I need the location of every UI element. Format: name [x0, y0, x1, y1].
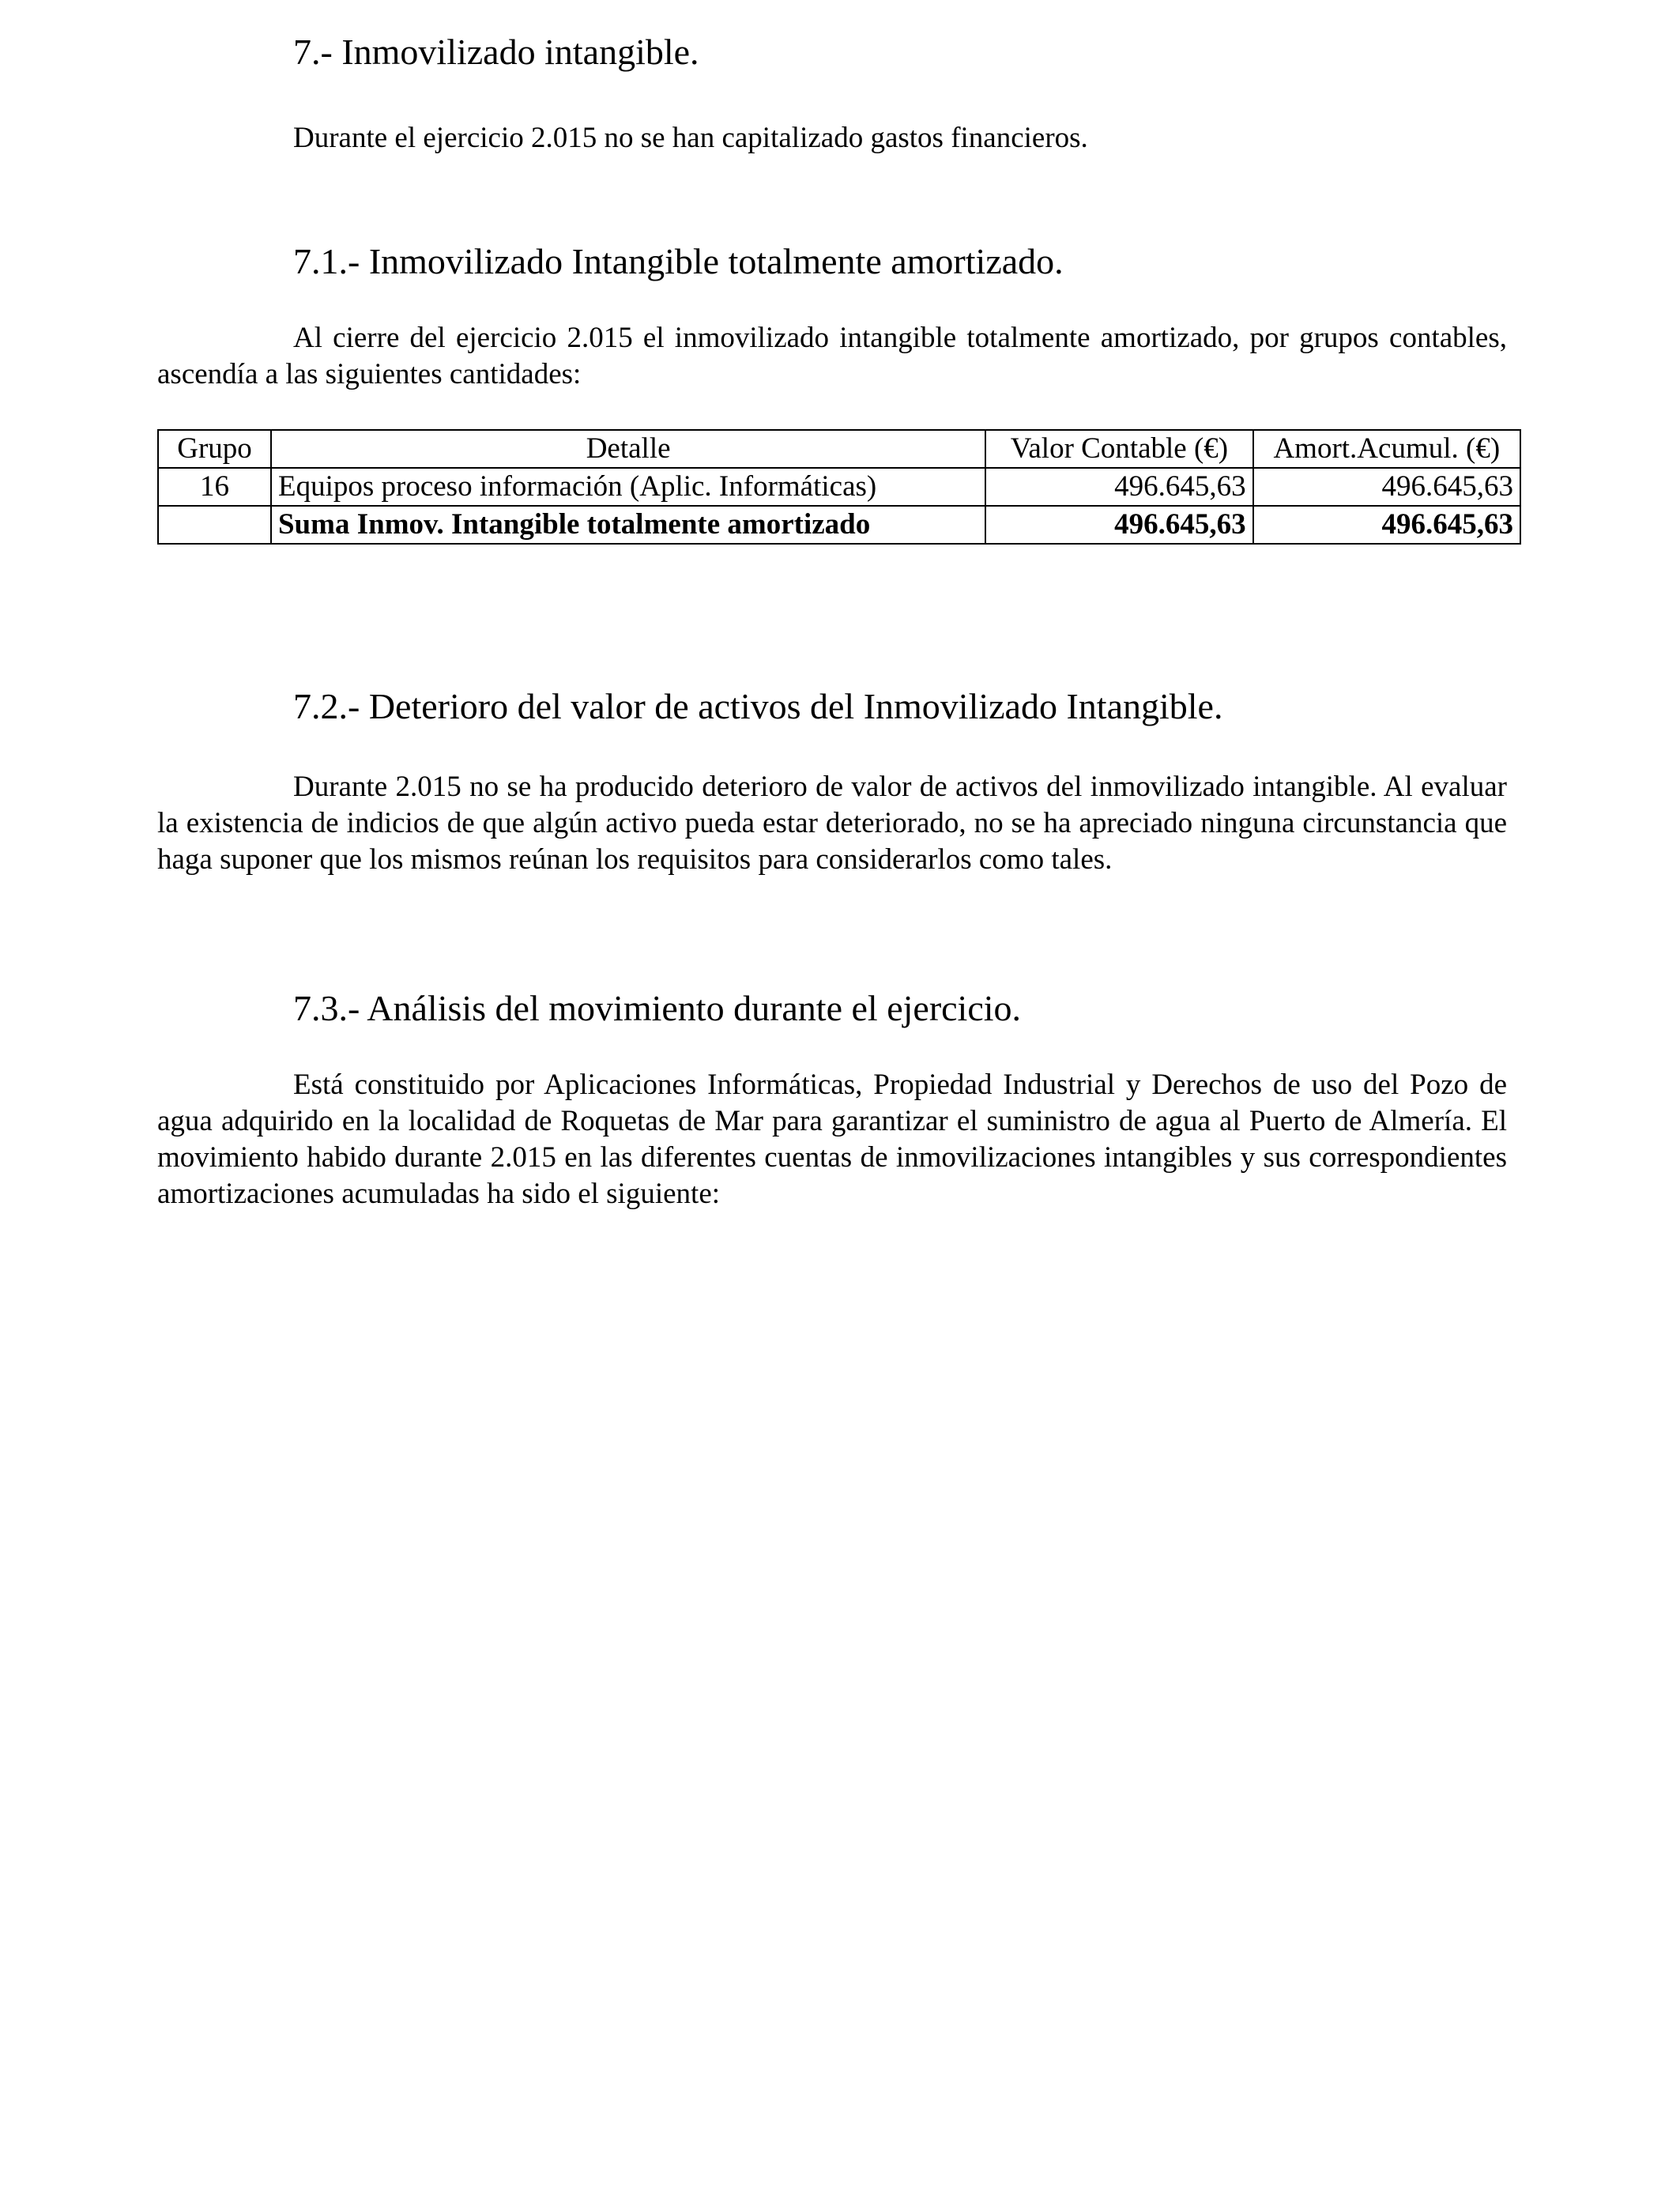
section-7-text: Durante el ejercicio 2.015 no se han capitalizado gastos financieros.: [293, 122, 1088, 154]
row-valor-contable: 496.645,63: [985, 468, 1252, 506]
section-7-2-text: Durante 2.015 no se ha producido deterioro de valor de activos del inmovilizado intangible. Al evaluar la existencia de indicios de que algún activo pueda estar deteriorado, no se ha apreciado ninguna circunstancia que haga suponer que los mismos reúnan los requisitos para considerarlos como tales.: [157, 771, 1507, 876]
row-grupo: 16: [158, 468, 271, 506]
total-amort-acumul: 496.645,63: [1253, 506, 1520, 544]
header-grupo: Grupo: [158, 430, 271, 468]
section-7-2-heading: 7.2.- Deterioro del valor de activos del Inmovilizado Intangible.: [293, 686, 1223, 726]
section-7-3-heading: 7.3.- Análisis del movimiento durante el ejercicio.: [293, 988, 1022, 1028]
header-amort-acumul: Amort.Acumul. (€): [1253, 430, 1520, 468]
table-total-row: [158, 506, 1520, 544]
amortized-assets-table: [157, 429, 1521, 545]
table-row: [158, 468, 1520, 506]
section-7-3-text: Está constituido por Aplicaciones Informáticas, Propiedad Industrial y Derechos de uso del Pozo de agua adquirido en la localidad de Roquetas de Mar para garantizar el suministro de agua al Puerto de Almería. El movimiento habido durante 2.015 en las diferentes cuentas de inmovilizaciones intangibles y sus correspondientes amortizaciones acumuladas ha sido el siguiente:: [157, 1069, 1507, 1210]
total-detalle: Suma Inmov. Intangible totalmente amortizado: [271, 506, 985, 544]
table-header-row: [158, 430, 1520, 468]
header-detalle: Detalle: [271, 430, 985, 468]
section-7-heading: 7.- Inmovilizado intangible.: [293, 32, 699, 72]
section-7-1-heading: 7.1.- Inmovilizado Intangible totalmente amortizado.: [293, 241, 1064, 281]
section-7-1-text: Al cierre del ejercicio 2.015 el inmovilizado intangible totalmente amortizado, por grupos contables, ascendía a las siguientes cantidades:: [157, 322, 1507, 390]
row-amort-acumul: 496.645,63: [1253, 468, 1520, 506]
header-valor-contable: Valor Contable (€): [985, 430, 1252, 468]
total-valor-contable: 496.645,63: [985, 506, 1252, 544]
total-grupo: [158, 506, 271, 544]
row-detalle: Equipos proceso información (Aplic. Informáticas): [271, 468, 985, 506]
